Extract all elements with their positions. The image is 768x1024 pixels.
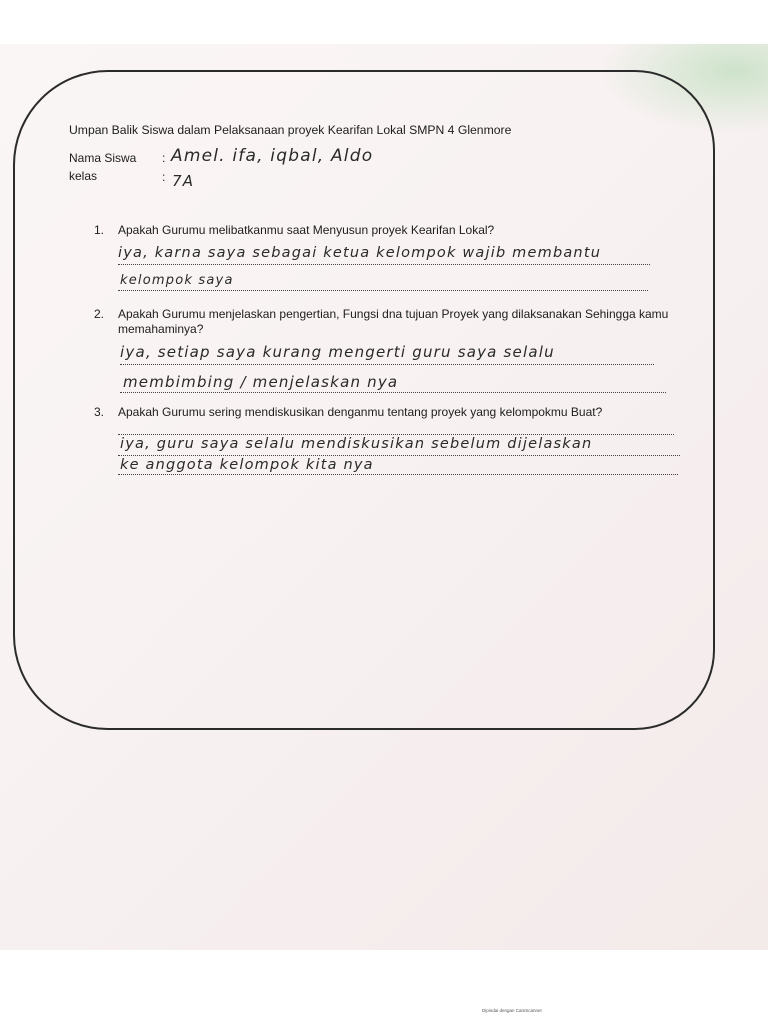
answer-3-line-1: iya, guru saya selalu mendiskusikan sebelum dijelaskan xyxy=(120,436,593,452)
form-border xyxy=(13,70,715,730)
question-3-text: Apakah Gurumu sering mendiskusikan denganmu tentang proyek yang kelompokmu Buat? xyxy=(118,405,603,419)
answer-line-dotted xyxy=(118,474,678,475)
question-1-text: Apakah Gurumu melibatkanmu saat Menyusun proyek Kearifan Lokal? xyxy=(118,223,495,237)
answer-line-dotted xyxy=(118,290,648,291)
name-colon: : xyxy=(162,151,166,165)
answer-line-dotted xyxy=(118,434,674,435)
form-title: Umpan Balik Siswa dalam Pelaksanaan proyek Kearifan Lokal SMPN 4 Glenmore xyxy=(69,123,512,137)
answer-1-line-1: iya, karna saya sebagai ketua kelompok wajib membantu xyxy=(118,245,602,261)
question-2-text: Apakah Gurumu menjelaskan pengertian, Fungsi dna tujuan Proyek yang dilaksanakan Sehingga kamu memahaminya? xyxy=(118,307,669,336)
question-2-number: 2. xyxy=(94,307,105,321)
name-label: Nama Siswa xyxy=(69,151,137,165)
answer-line-dotted xyxy=(120,364,654,365)
name-value: Amel. ifa, iqbal, Aldo xyxy=(171,146,374,166)
answer-3-line-2: ke anggota kelompok kita nya xyxy=(120,457,374,473)
scanner-watermark: Dipindai dengan CamScanner xyxy=(482,1008,543,1013)
question-1-number: 1. xyxy=(94,223,105,237)
answer-line-dotted xyxy=(120,392,666,393)
class-colon: : xyxy=(162,170,166,184)
answer-1-line-2: kelompok saya xyxy=(120,273,234,288)
answer-2-line-2: membimbing / menjelaskan nya xyxy=(123,373,399,391)
answer-2-line-1: iya, setiap saya kurang mengerti guru saya selalu xyxy=(120,343,555,361)
answer-line-dotted xyxy=(118,264,650,265)
question-3-number: 3. xyxy=(94,405,105,419)
class-value: 7A xyxy=(172,172,195,190)
answer-line-dotted xyxy=(118,455,680,456)
class-label: kelas xyxy=(69,169,98,183)
